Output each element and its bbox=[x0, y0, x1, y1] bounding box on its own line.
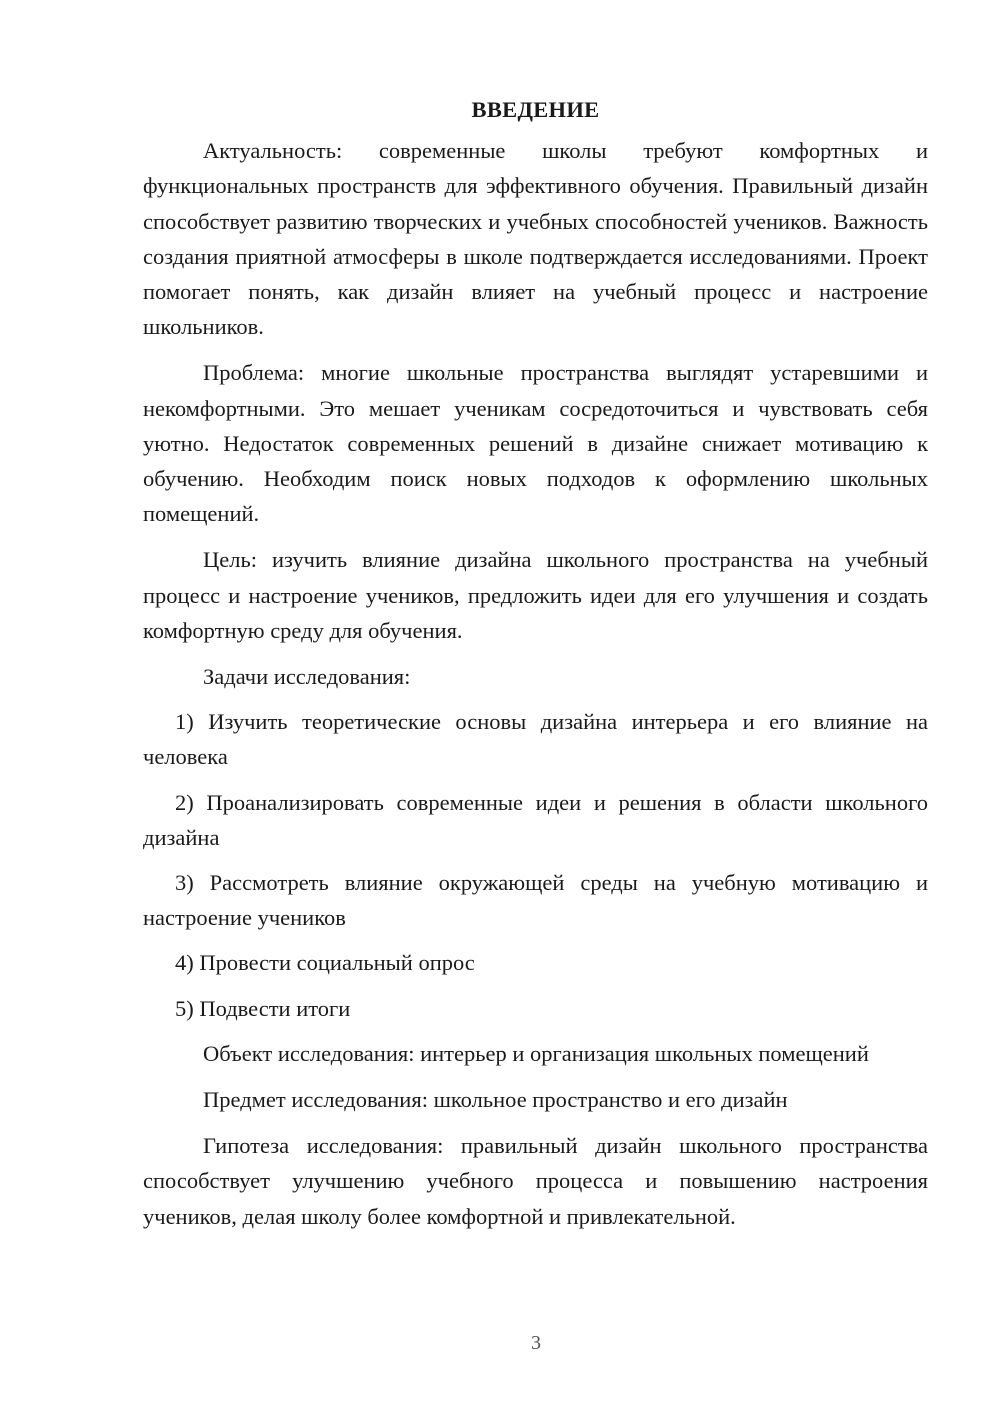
list-item: 1) Изучить теоретические основы дизайна интерьера и его влияние на человека bbox=[143, 709, 928, 770]
list-item: 4) Провести социальный опрос bbox=[175, 950, 475, 976]
list-item: 5) Подвести итоги bbox=[175, 995, 351, 1021]
list-item: 3) Рассмотреть влияние окружающей среды на учебную мотивацию и настроение учеников bbox=[143, 870, 928, 931]
page-title: ВВЕДЕНИЕ bbox=[471, 97, 600, 122]
page-number: 3 bbox=[531, 1332, 541, 1354]
tasks-list bbox=[143, 704, 928, 1026]
paragraph-object: Объект исследования: интерьер и организация школьных помещений bbox=[203, 1040, 869, 1066]
document-page bbox=[143, 92, 928, 1234]
list-item: 2) Проанализировать современные идеи и решения в области школьного дизайна bbox=[143, 789, 928, 850]
paragraph-relevance: Актуальность: современные школы требуют комфортных и функциональных пространств для эффективного обучения. Правильный дизайн способствует развитию творческих и учебных способностей учеников. Важность создания приятной атмосферы в школе подтверждается исследованиями. Проект помогает понять, как дизайн влияет на учебный процесс и настроение школьников. bbox=[143, 138, 928, 340]
paragraph-problem: Проблема: многие школьные пространства выглядят устаревшими и некомфортными. Это мешает ученикам сосредоточиться и чувствовать себя уютно. Недостаток современных решений в дизайне снижает мотивацию к обучению. Необходим поиск новых подходов к оформлению школьных помещений. bbox=[143, 360, 928, 527]
paragraph-hypothesis: Гипотеза исследования: правильный дизайн школьного пространства способствует улучшению учебного процесса и повышению настроения учеников, делая школу более комфортной и привлекательной. bbox=[143, 1133, 928, 1229]
paragraph-subject: Предмет исследования: школьное пространство и его дизайн bbox=[203, 1087, 788, 1113]
tasks-heading: Задачи исследования: bbox=[203, 664, 411, 690]
paragraph-goal: Цель: изучить влияние дизайна школьного пространства на учебный процесс и настроение учеников, предложить идеи для его улучшения и создать комфортную среду для обучения. bbox=[143, 547, 928, 643]
